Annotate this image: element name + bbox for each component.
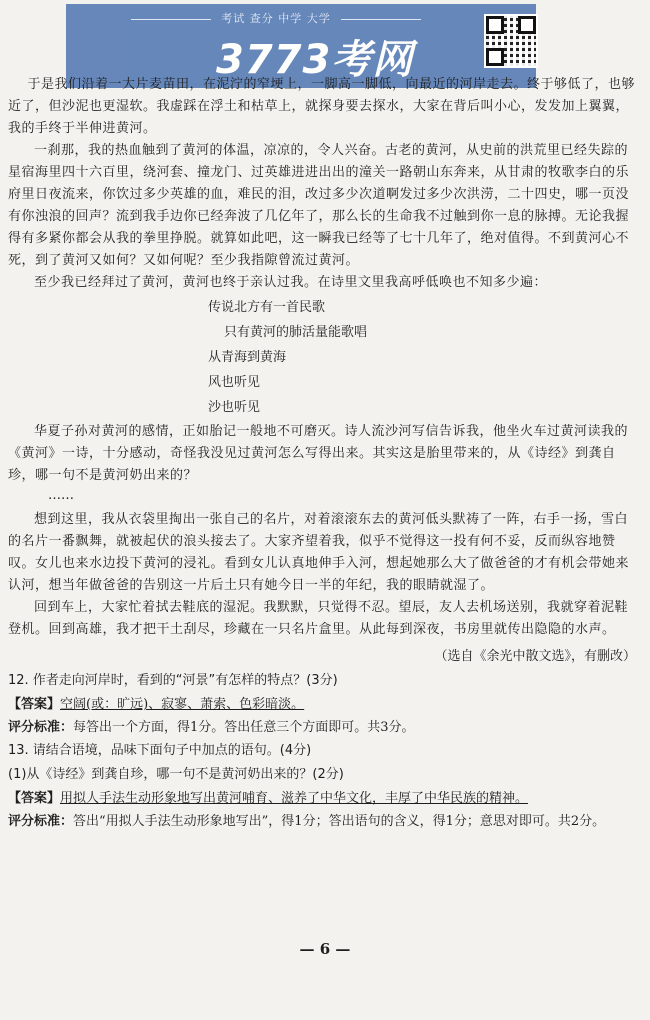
- ellipsis: ……: [48, 488, 74, 503]
- poem-line: 只有黄河的肺活量能歌唱: [224, 325, 368, 340]
- answer-12: [8, 693, 638, 717]
- passage-paragraph: 华夏子孙对黄河的感情，正如胎记一般地不可磨灭。诗人流沙河写信告诉我，他坐火车过黄河读我的《黄河》一诗，十分感动，奇怪我没见过黄河怎么写得出来。其实这是胎里带来的，从《诗经》到龚自珍，哪一句不是黄河奶出来的？: [8, 424, 629, 483]
- answer-label: 【答案】: [8, 697, 61, 712]
- question-12: 12. 作者走向河岸时，看到的“河景”有怎样的特点？(3分): [8, 673, 338, 688]
- passage-paragraph: 回到车上，大家忙着拭去鞋底的湿泥。我默默，只觉得不忍。望辰，友人去机场送别，我就穿着泥鞋登机。回到高雄，我才把干土刮尽，珍藏在一只名片盒里。从此每到深夜，书房里就传出隐隐的水声。: [8, 600, 629, 637]
- page-number: — 6 —: [299, 940, 351, 958]
- poem-block: [8, 296, 638, 419]
- answer-text: 用拟人手法生动形象地写出黄河哺育、滋养了中华文化，丰厚了中华民族的精神。: [60, 791, 529, 806]
- criteria-label: 评分标准：: [8, 814, 74, 829]
- criteria-label: 评分标准：: [8, 720, 74, 735]
- source-citation: （选自《余光中散文选》，有删改）: [434, 649, 636, 664]
- passage-paragraph: 至少我已经拜过了黄河，黄河也终于亲认过我。在诗里文里我高呼低唤也不知多少遍：: [34, 275, 548, 290]
- passage-paragraph: 想到这里，我从衣袋里掏出一张自己的名片，对着滚滚东去的黄河低头默祷了一阵，右手一扬，雪白的名片一番飘舞，就被起伏的浪头接去了。大家齐望着我，似乎不觉得这一投有何不妥，反而纵容地赞叹。女儿也来水边投下黄河的浸礼。看到女儿认真地伸手入河，想起她那么大了做爸爸的才有机会带她来认河，想当年做爸爸的告别这一片后土只有她今日一半的年纪，我的眼睛就湿了。: [8, 512, 630, 593]
- criteria-13: [8, 811, 638, 833]
- answer-13: [8, 787, 638, 811]
- watermark-tagline: 考试 查分 中学 大学: [66, 10, 486, 26]
- passage-paragraph: 于是我们沿着一大片麦苗田，在泥泞的窄埂上，一脚高一脚低，向最近的河岸走去。终于够低了，也够近了，但沙泥也更湿软。我虚踩在浮土和枯草上，就探身要去探水，大家在背后叫小心，发发加上翼翼，我的手终于半伸进黄河。: [8, 77, 636, 136]
- criteria-text: 答出“用拟人手法生动形象地写出”，得1分；答出语句的含义，得1分；意思对即可。共2分。: [73, 814, 606, 829]
- answer-text: 空阔(或：旷远)、寂寥、萧索、色彩暗淡。: [60, 697, 305, 712]
- criteria-text: 每答出一个方面，得1分。答出任意三个方面即可。共3分。: [73, 720, 415, 735]
- question-13-sub: (1)从《诗经》到龚自珍，哪一句不是黄河奶出来的？(2分): [8, 767, 344, 782]
- qr-code-icon: [484, 14, 538, 68]
- answer-label: 【答案】: [8, 791, 61, 806]
- poem-line: 沙也听见: [208, 400, 261, 415]
- poem-line: 风也听见: [208, 375, 261, 390]
- question-13: 13. 请结合语境，品味下面句子中加点的语句。(4分): [8, 743, 312, 758]
- watermark-logo: 3773考网: [216, 37, 414, 83]
- criteria-12: [8, 717, 638, 739]
- page-content: [8, 74, 638, 833]
- passage-paragraph: 一刹那，我的热血触到了黄河的体温，凉凉的，令人兴奋。古老的黄河，从史前的洪荒里已经失踪的星宿海里四十六百里，绕河套、撞龙门、过英雄进进出出的潼关一路朝山东奔来，从甘肃的牧歌李白的乐府里日夜流来，你饮过多少英雄的血，难民的泪，改过多少次道啊发过多少次洪涝，二十四史，哪一页没有你浊浪的回声？流到我手边你已经奔波了几亿年了，那么长的生命我不过触到你一息的脉搏。无论我握得有多紧你都会从我的拳里挣脱。就算如此吧，这一瞬我已经等了七十几年了，绝对值得。不到黄河心不死，到了黄河又如何？又如何呢？至少我指隙曾流过黄河。: [8, 143, 630, 268]
- poem-line: 从青海到黄海: [208, 350, 287, 365]
- poem-line: 传说北方有一首民歌: [208, 300, 326, 315]
